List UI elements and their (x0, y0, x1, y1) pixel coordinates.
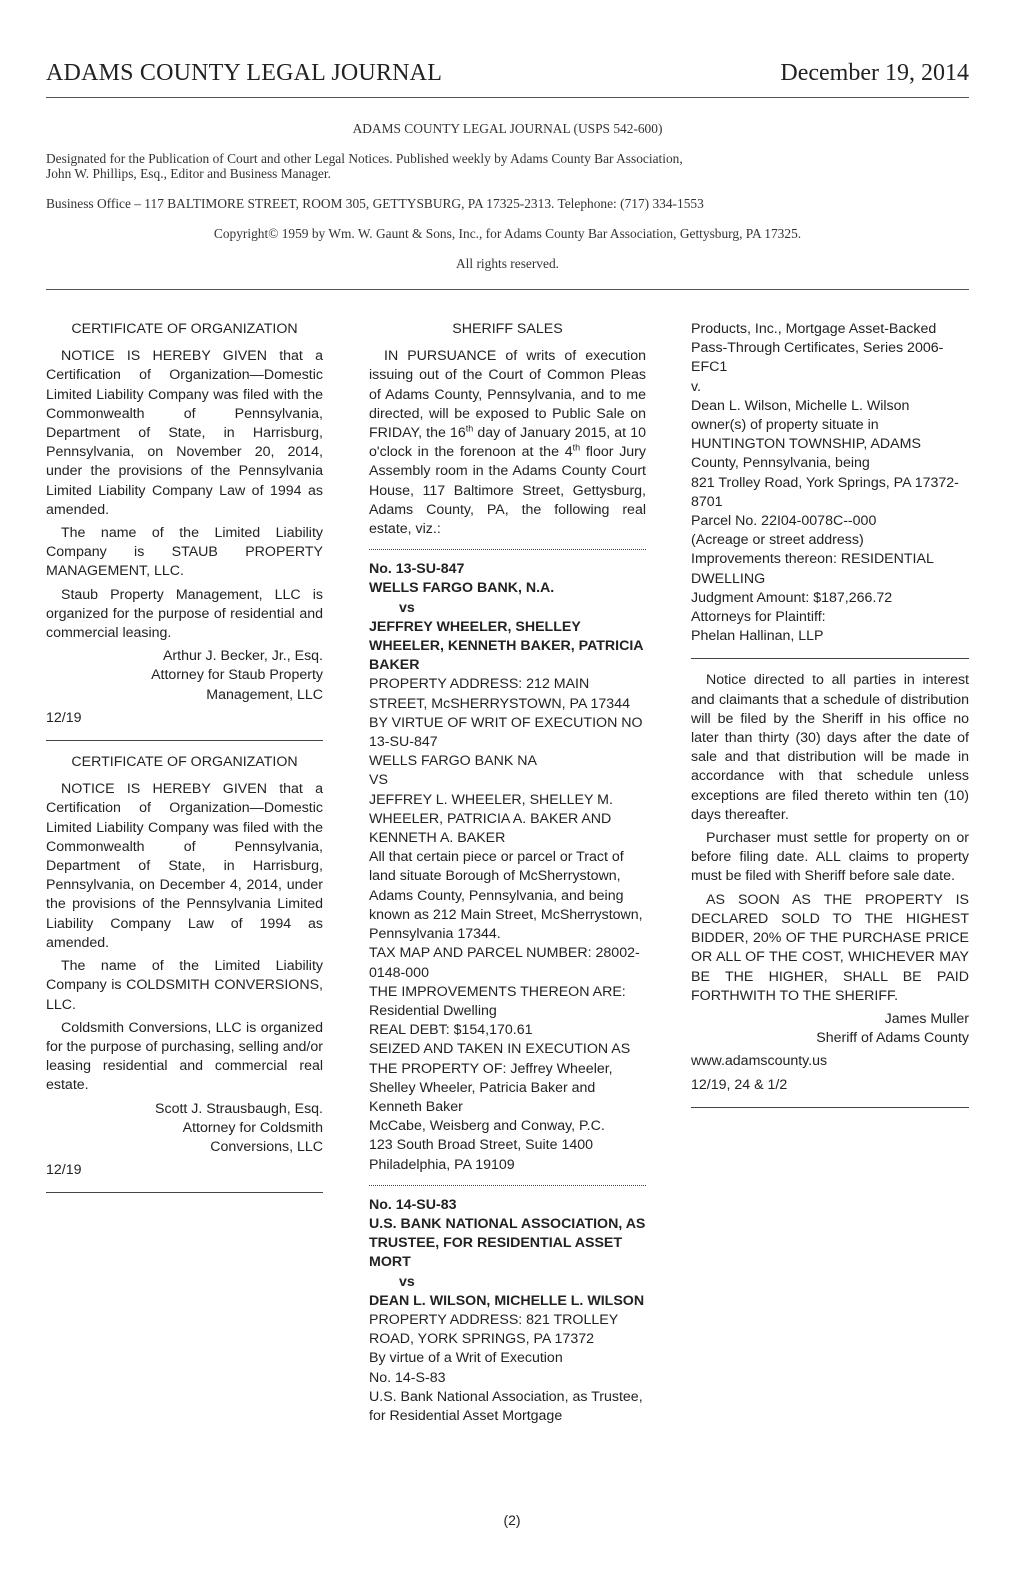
case1-line: BY VIRTUE OF WRIT OF EXECUTION NO 13-SU-847 (369, 714, 643, 751)
case2-continued-line: (Acreage or street address) (691, 532, 864, 549)
designated-line-1: Designated for the Publication of Court and other Legal Notices. Published weekly by Adams County Bar Association, (46, 151, 683, 166)
case2-line: U.S. Bank National Association, as Trustee, for Residential Asset Mortgage (369, 1388, 643, 1424)
designated-notice (46, 151, 969, 181)
notice2-para2: The name of the Limited Liability Company is COLDSMITH CONVERSIONS, LLC. (46, 958, 323, 1013)
notice-end-divider (46, 1192, 323, 1193)
sheriff-intro: IN PURSUANCE of writs of execution issuing out of the Court of Common Pleas of Adams County, Pennsylvania, and to me directed, will be exposed to Public Sale on FRIDAY, the 16th day of January 2015, at 10 o'clock in the forenoon at the 4th floor Jury Assembly room in the Adams County Court House, 117 Baltimore Street, Gettysburg, Adams County, PA, the following real estate, viz.: (369, 348, 646, 538)
case2-vs: vs (399, 1273, 415, 1290)
case2-continued-line: Dean L. Wilson, Michelle L. Wilson (691, 397, 910, 414)
case1-number: No. 13-SU-847 (369, 561, 465, 578)
case-divider (369, 549, 646, 550)
notice1-para1: NOTICE IS HEREBY GIVEN that a Certification of Organization—Domestic Limited Liability Company was filed with the Commonwealth of Pennsylvania, Department of State, in Harrisburg, Pennsylvania, on November 20, 2014, under the provisions of the Pennsylvania Limited Liability Company Law of 1994 as amended. (46, 348, 323, 518)
closing-para2: Purchaser must settle for property on or before filing date. ALL claims to property must be filed with Sheriff before sale date. (691, 830, 969, 885)
case2-plaintiff: U.S. BANK NATIONAL ASSOCIATION, AS TRUSTEE, FOR RESIDENTIAL ASSET MORT (369, 1215, 646, 1271)
column-3 (691, 320, 969, 1120)
notice1-signature-3: Management, LLC (206, 686, 323, 703)
notice2-heading: CERTIFICATE OF ORGANIZATION (71, 754, 298, 771)
case2-number: No. 14-SU-83 (369, 1196, 457, 1213)
case1-line: REAL DEBT: $154,170.61 (369, 1022, 533, 1039)
publication-dates: 12/19, 24 & 1/2 (691, 1076, 788, 1093)
notice1-signature-2: Attorney for Staub Property (151, 667, 323, 684)
case1-line: Philadelphia, PA 19109 (369, 1156, 515, 1173)
case1-line: VS (369, 772, 388, 789)
case1-defendants: JEFFREY WHEELER, SHELLEY WHEELER, KENNETH BAKER, PATRICIA BAKER (369, 618, 644, 674)
sheriff-signature-title: Sheriff of Adams County (816, 1030, 969, 1047)
case1-line: 123 South Broad Street, Suite 1400 (369, 1137, 594, 1154)
website: www.adamscounty.us (691, 1053, 828, 1070)
journal-title: ADAMS COUNTY LEGAL JOURNAL (46, 60, 443, 86)
closing-end-divider (691, 1107, 969, 1108)
notice2-signature-3: Conversions, LLC (210, 1138, 323, 1155)
designated-line-2: John W. Phillips, Esq., Editor and Business Manager. (46, 166, 331, 181)
case1-line: THE IMPROVEMENTS THEREON ARE: Residential Dwelling (369, 983, 626, 1019)
case2-line: No. 14-S-83 (369, 1369, 446, 1386)
case2-continued-line: owner(s) of property situate in HUNTINGTON TOWNSHIP, ADAMS County, Pennsylvania, being (691, 417, 921, 472)
notice1-signature-1: Arthur J. Becker, Jr., Esq. (162, 648, 323, 665)
case1-plaintiff: WELLS FARGO BANK, N.A. (369, 580, 555, 597)
case2-continued-line: Improvements thereon: RESIDENTIAL DWELLING (691, 551, 934, 587)
issue-date: December 19, 2014 (780, 60, 969, 86)
closing-divider (691, 658, 969, 659)
notice1-heading: CERTIFICATE OF ORGANIZATION (71, 321, 298, 337)
sheriff-signature-name: James Muller (884, 1010, 969, 1027)
notice-divider (46, 740, 323, 741)
case1-line: PROPERTY ADDRESS: 212 MAIN STREET, McSHERRYSTOWN, PA 17344 (369, 676, 630, 712)
case2-continued-line: Parcel No. 22I04-0078C--000 (691, 513, 877, 530)
case1-line: JEFFREY L. WHEELER, SHELLEY M. WHEELER, PATRICIA A. BAKER AND KENNETH A. BAKER (369, 791, 613, 847)
column-1 (46, 320, 323, 1205)
case2-continued-line: Phelan Hallinan, LLP (691, 628, 824, 645)
rights-reserved: All rights reserved. (455, 256, 559, 271)
notice2-date: 12/19 (46, 1162, 82, 1179)
notice1-date: 12/19 (46, 709, 82, 726)
case2-continued-line: Attorneys for Plaintiff: (691, 609, 826, 626)
notice1-para3: Staub Property Management, LLC is organized for the purpose of residential and commercial leasing. (46, 586, 323, 642)
case2-line: PROPERTY ADDRESS: 821 TROLLEY ROAD, YORK SPRINGS, PA 17372 (369, 1311, 618, 1348)
closing-para3: AS SOON AS THE PROPERTY IS DECLARED SOLD TO THE HIGHEST BIDDER, 20% OF THE PURCHASE PRICE OR ALL OF THE COST, WHICHEVER MAY BE THE HIGHER, SHALL BE PAID FORTHWITH TO THE SHERIFF. (691, 891, 969, 1004)
masthead (46, 58, 969, 98)
usps-line: ADAMS COUNTY LEGAL JOURNAL (USPS 542-600) (352, 121, 663, 136)
business-office: Business Office – 117 BALTIMORE STREET, ROOM 305, GETTYSBURG, PA 17325-2313. Telephone: (717) 334-1553 (46, 196, 704, 211)
case1-line: SEIZED AND TAKEN IN EXECUTION AS THE PROPERTY OF: Jeffrey Wheeler, Shelley Wheeler, Patricia Baker and Kenneth Baker (369, 1041, 631, 1115)
notice2-signature-1: Scott J. Strausbaugh, Esq. (155, 1100, 323, 1117)
header-divider (46, 289, 969, 290)
case2-line: By virtue of a Writ of Execution (369, 1350, 563, 1367)
notice1-para2: The name of the Limited Liability Company is STAUB PROPERTY MANAGEMENT, LLC. (46, 525, 323, 580)
case2-continued-line: 821 Trolley Road, York Springs, PA 17372-8701 (691, 474, 959, 510)
case1-line: All that certain piece or parcel or Tract of land situate Borough of McSherrystown, Adams County, Pennsylvania, and being known as 212 Main Street, McSherrystown, Pennsylvania 17344. (369, 849, 643, 943)
case2-continued-line: v. (691, 378, 701, 395)
case2-defendants: DEAN L. WILSON, MICHELLE L. WILSON (369, 1292, 645, 1309)
case2-continued-line: Products, Inc., Mortgage Asset-Backed Pass-Through Certificates, Series 2006-EFC1 (691, 321, 944, 376)
notice2-signature-2: Attorney for Coldsmith (182, 1119, 323, 1136)
sheriff-sales-heading: SHERIFF SALES (452, 321, 563, 337)
page-number: (2) (503, 1512, 521, 1528)
case-divider (369, 1185, 646, 1186)
case1-line: TAX MAP AND PARCEL NUMBER: 28002-0148-000 (369, 945, 640, 981)
column-2 (369, 320, 646, 1426)
case1-line: McCabe, Weisberg and Conway, P.C. (369, 1118, 605, 1135)
case1-vs: vs (399, 599, 415, 616)
copyright: Copyright© 1959 by Wm. W. Gaunt & Sons, Inc., for Adams County Bar Association, Gettysburg, PA 17325. (213, 226, 802, 241)
notice2-para3: Coldsmith Conversions, LLC is organized for the purpose of purchasing, selling and/or leasing residential and commercial real estate. (46, 1019, 323, 1094)
case1-line: WELLS FARGO BANK NA (369, 753, 537, 770)
notice2-para1: NOTICE IS HEREBY GIVEN that a Certification of Organization—Domestic Limited Liability Company was filed with the Commonwealth of Pennsylvania, Department of State, in Harrisburg, Pennsylvania, on December 4, 2014, under the provisions of the Pennsylvania Limited Liability Company Law of 1994 as amended. (46, 781, 323, 951)
case2-continued-line: Judgment Amount: $187,266.72 (691, 589, 893, 606)
closing-para1: Notice directed to all parties in interest and claimants that a schedule of distribution will be filed by the Sheriff in his office no later than thirty (30) days after the date of sale and that distribution will be made in accordance with that schedule unless exceptions are filed thereto within ten (10) days thereafter. (691, 672, 969, 823)
